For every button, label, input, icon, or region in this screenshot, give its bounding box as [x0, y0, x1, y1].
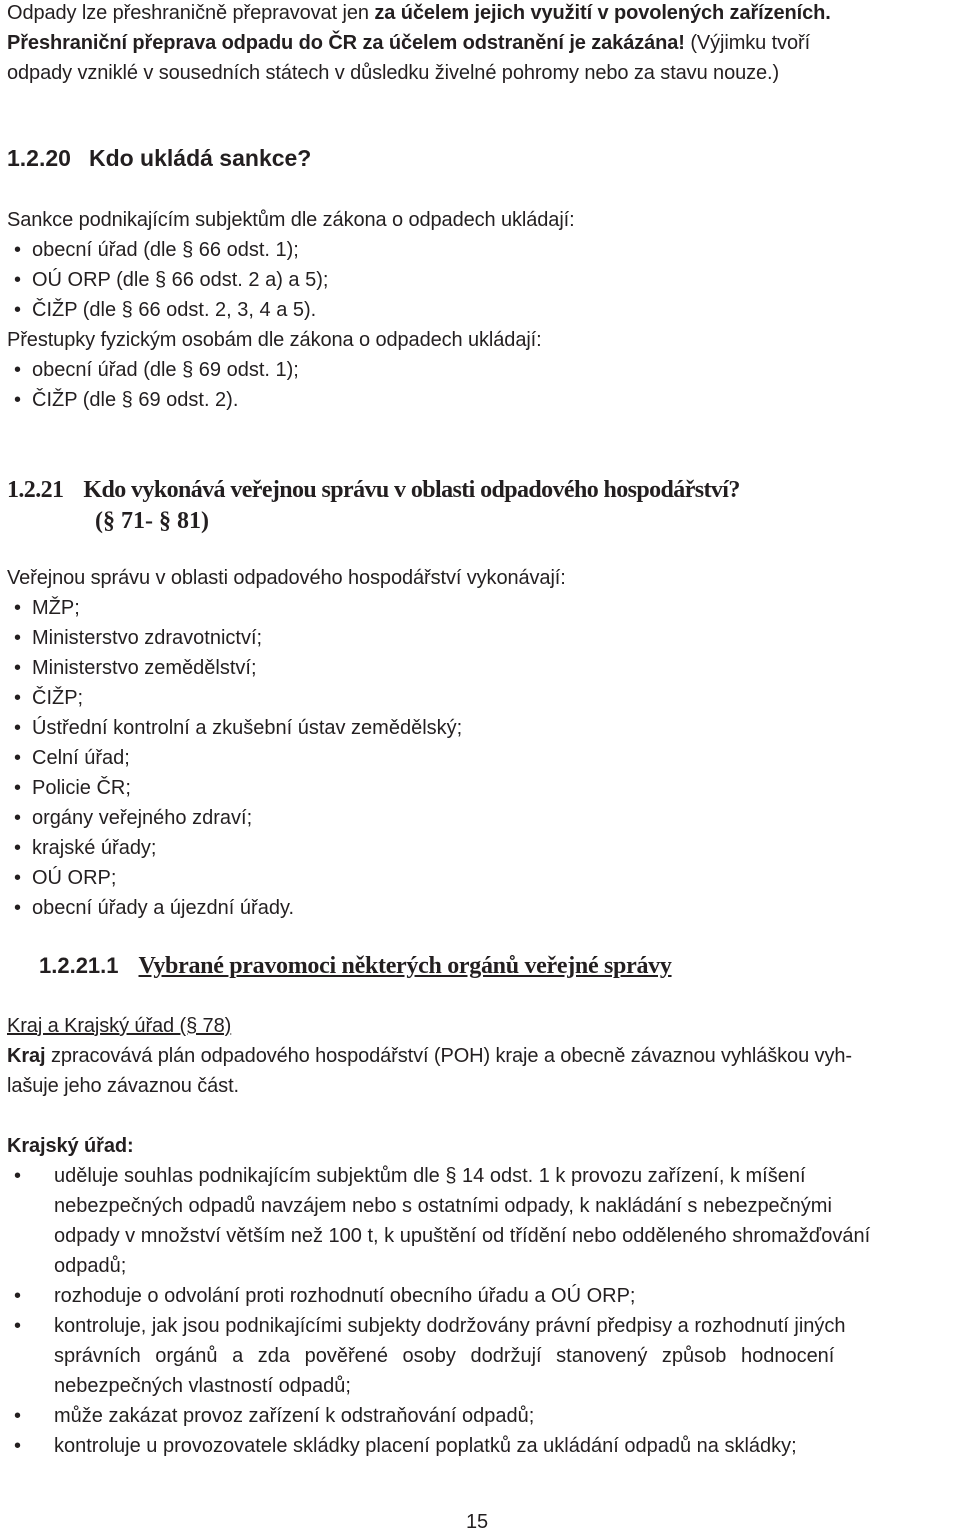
section-number: 1.2.21	[7, 477, 64, 503]
subsection-heading-1-2-21-1	[39, 950, 672, 982]
subsection-title: Vybrané pravomoci některých orgánů veřejné správy	[138, 953, 672, 979]
intro-text: Odpady lze přeshraničně přepravovat jen	[7, 2, 375, 24]
page-number: 15	[466, 1511, 489, 1533]
krajsky-urad-heading: Krajský úřad:	[7, 1135, 134, 1157]
bullet-icon: •	[14, 1435, 22, 1457]
bullet-icon: •	[14, 807, 22, 829]
bullet-icon: •	[14, 1165, 22, 1187]
kraj-bold: Kraj	[7, 1045, 46, 1067]
bullet-icon: •	[14, 657, 22, 679]
bullet-icon: •	[14, 1315, 22, 1337]
bullet-icon: •	[14, 389, 22, 411]
bullet-icon: •	[14, 597, 22, 619]
section-heading-1-2-20	[7, 142, 311, 174]
sanctions-intro-2: Přestupky fyzickým osobám dle zákona o odpadech ukládají:	[7, 329, 542, 351]
public-admin-intro: Veřejnou správu v oblasti odpadového hospodářství vykonávají:	[7, 567, 566, 589]
kraj-heading: Kraj a Krajský úřad (§ 78)	[7, 1015, 232, 1037]
section-subtitle: (§ 71- § 81)	[95, 508, 209, 534]
section-number: 1.2.20	[7, 145, 71, 171]
bullet-icon: •	[14, 299, 22, 321]
bullet-icon: •	[14, 897, 22, 919]
bullet-icon: •	[14, 269, 22, 291]
bullet-icon: •	[14, 359, 22, 381]
section-heading-1-2-21	[7, 474, 740, 506]
bullet-icon: •	[14, 867, 22, 889]
intro-line-1	[7, 0, 831, 28]
kraj-paragraph-line-2: lašuje jeho závaznou část.	[7, 1075, 239, 1097]
bullet-icon: •	[14, 687, 22, 709]
bullet-icon: •	[14, 1285, 22, 1307]
intro-line-3: odpady vzniklé v sousedních státech v důsledku živelné pohromy nebo za stavu nouze.)	[7, 62, 780, 84]
bullet-icon: •	[14, 627, 22, 649]
intro-bold-prohibition: Přeshraniční přeprava odpadu do ČR za účelem odstranění je zakázána!	[7, 32, 685, 54]
intro-bold: za účelem jejich využití v povolených zařízeních.	[374, 2, 831, 24]
bullet-icon: •	[14, 777, 22, 799]
bullet-icon: •	[14, 837, 22, 859]
bullet-icon: •	[14, 747, 22, 769]
bullet-icon: •	[14, 1405, 22, 1427]
section-title: Kdo vykonává veřejnou správu v oblasti odpadového hospodářství?	[83, 477, 740, 503]
sanctions-intro-1: Sankce podnikajícím subjektům dle zákona o odpadech ukládají:	[7, 209, 575, 231]
intro-line-2	[7, 28, 810, 58]
kraj-paragraph-line-1: Kraj zpracovává plán odpadového hospodářství (POH) kraje a obecně závaznou vyhláškou vyh-	[7, 1045, 852, 1067]
intro-text: (Výjimku tvoří	[684, 32, 811, 54]
bullet-icon: •	[14, 239, 22, 261]
subsection-number: 1.2.21.1	[39, 953, 119, 978]
bullet-icon: •	[14, 717, 22, 739]
section-title: Kdo ukládá sankce?	[88, 145, 312, 171]
document-page: Odpady lze přeshraničně přepravovat jen za účelem jejich využití v povolených zařízeních. Přeshraniční přeprava odpadu do ČR za účelem odstranění je zakázána! (Výjimku tvoří odpady vzniklé v sousedních státech v důsledku živelné pohromy nebo za stavu nouze.) 1.2.20 Kdo ukládá sankce? Sankce podnikajícím subjektům dle zákona o odpadech ukládají: • obecní úřad (dle § 66 odst. 1); • OÚ ORP (dle § 66 odst. 2 a) a 5); • ČIŽP (dle § 66 odst. 2, 3, 4 a 5). Přestupky fyzickým osobám dle zákona o odpadech ukládají: • obecní úřad (dle § 69 odst. 1); • ČIŽP (dle § 69 odst. 2). 1.2.21 Kdo vykonává veřejnou správu v oblasti odpadového hospodářství? (§ 71- § 81) Veřejnou správu v oblasti odpadového hospodářství vykonávají: • MŽP; • Ministerstvo zdravotnictví; • Ministerstvo zemědělství; • ČIŽP; • Ústřední kontrolní a zkušební ústav zemědělský; • Celní úřad; • Policie ČR; • orgány veřejného zdraví; • krajské úřady; • OÚ ORP; • obecní úřady a újezdní úřady. 1.2.21.1 Vybrané pravomoci některých orgánů veřejné správy Kraj a Krajský úřad (§ 78) Kraj zpracovává plán odpadového hospodářství (POH) kraje a obecně závaznou vyhláškou vyh- lašuje jeho závaznou část. Krajský úřad: • uděluje souhlas podnikajícím subjektům dle § 14 odst. 1 k provozu zařízení, k míšení nebezpečných odpadů navzájem nebo s ostatními odpady, k nakládání s nebezpečnými odpady v množství větším než 100 t, k upuštění od třídění nebo odděleného shromažďování odpadů; • rozhoduje o odvolání proti rozhodnutí obecního úřadu a OÚ ORP; • kontroluje, jak jsou podnikajícími subjekty dodržovány právní předpisy a rozhodnutí jiných správních orgánů a zda pověřené osoby dodržují stanovený způsob hodnocení nebezpečných vlastností odpadů; • může zakázat provoz zařízení k odstraňování odpadů; • kontroluje u provozovatele skládky placení poplatků za ukládání odpadů na skládky; 15	[0, 0, 960, 1532]
